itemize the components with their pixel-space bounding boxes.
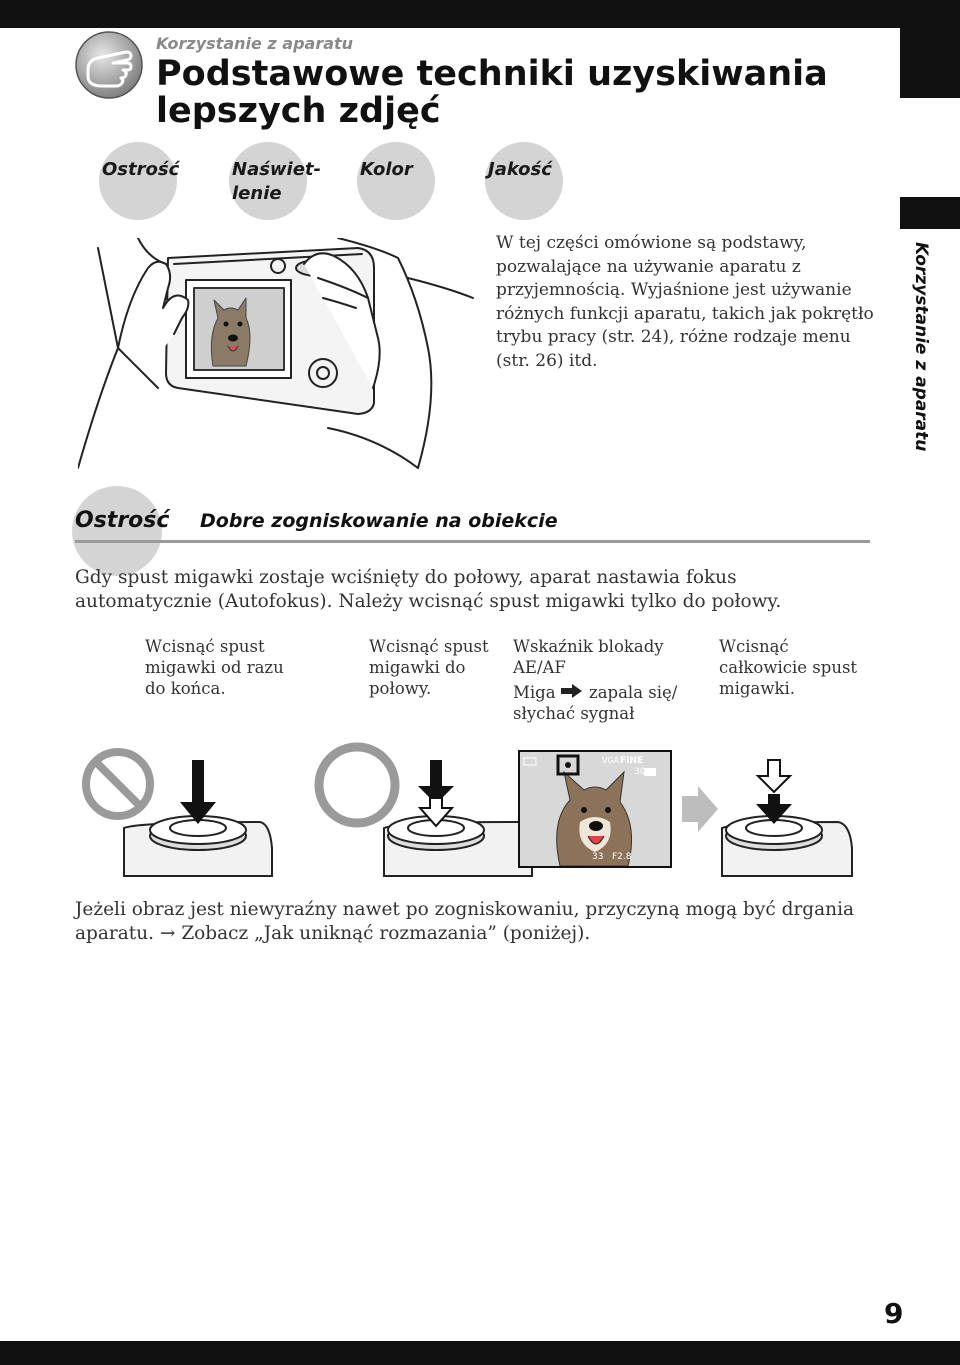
label-press-half: Wcisnąć spust migawki do połowy. — [369, 637, 489, 698]
category-label-quality: Jakość — [488, 159, 552, 180]
footer-arrow: → — [159, 923, 176, 944]
intro-paragraph: W tej części omówione są podstawy, pozwalające na używanie aparatu z przyjemnością. Wyjaśnione jest używanie różnych funkcji aparatu, takich jak pokrętło trybu pracy (str. 24), różne rodzaje menu (str. 26) itd. — [496, 233, 874, 371]
top-right-tab — [900, 0, 960, 98]
next-step-arrow-icon — [680, 784, 720, 834]
lcd-size-badge: VGA — [602, 756, 620, 765]
section-subtitle: Dobre zogniskowanie na obiekcie — [200, 510, 558, 532]
dog-photo — [520, 752, 670, 866]
label-press-full-at-once: Wcisnąć spust migawki od razu do końca. — [145, 637, 284, 698]
footer-line-2-start: aparatu. — [75, 923, 155, 944]
side-tab-label: Korzystanie z aparatu — [911, 242, 931, 452]
camera-in-hands-illustration — [78, 238, 478, 473]
footer-see-link[interactable]: Zobacz „Jak uniknąć rozmazania” (poniżej). — [181, 923, 591, 944]
label-indicator-title: Wskaźnik blokady AE/AF — [513, 637, 664, 677]
section-title: Ostrość — [75, 508, 170, 533]
lcd-quality: FINE — [620, 756, 644, 766]
footer-line-1: Jeżeli obraz jest niewyraźny nawet po zogniskowaniu, przyczyną mogą być drgania — [75, 899, 855, 920]
lcd-aperture: F2.8 — [612, 852, 632, 862]
shutter-press-fully-illustration — [718, 758, 858, 878]
section-paragraph: Gdy spust migawki zostaje wciśnięty do połowy, aparat nastawia fokus automatycznie (Autofokus). Należy wcisnąć spust migawki tylko do połowy. — [75, 567, 782, 612]
footer-line-2 — [75, 922, 590, 946]
category-label-exposure: Naświet- lenie — [232, 159, 322, 204]
shutter-press-full-illustration — [120, 758, 280, 878]
top-bar — [0, 0, 900, 28]
page-number: 9 — [884, 1297, 904, 1330]
page-title: Podstawowe techniki uzyskiwania lepszych zdjęć — [156, 54, 828, 131]
lcd-shutter: 33 — [592, 852, 604, 862]
lcd-screen — [518, 750, 672, 868]
category-label-focus: Ostrość — [102, 159, 180, 180]
bottom-bar — [0, 1341, 960, 1365]
shutter-press-half-illustration — [380, 758, 540, 878]
pointing-hand-icon — [74, 30, 144, 100]
label-press-fully: Wcisnąć całkowicie spust migawki. — [719, 637, 858, 698]
section-divider — [75, 540, 870, 543]
label-indicator-rest: zapala się/ słychać sygnał — [513, 683, 678, 723]
breadcrumb: Korzystanie z aparatu — [156, 34, 354, 53]
label-indicator-blink: Miga — [513, 683, 556, 702]
lcd-shots-left: 30 — [634, 767, 646, 777]
side-tab-marker — [900, 197, 960, 229]
category-label-color: Kolor — [360, 159, 413, 180]
